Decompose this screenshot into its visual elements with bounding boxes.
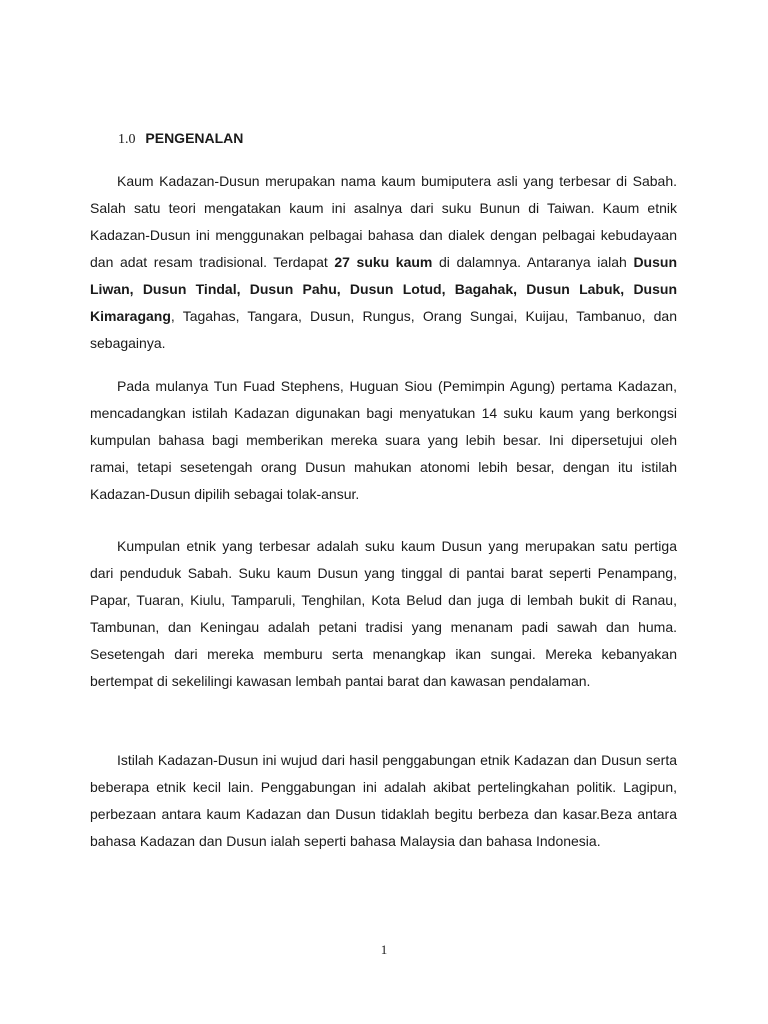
paragraph-1 xyxy=(90,168,677,357)
section-number: 1.0 xyxy=(118,132,136,147)
paragraph-1-text-c: , Tagahas, Tangara, Dusun, Rungus, Orang Sungai, Kuijau, Tambanuo, dan sebagainya. xyxy=(90,308,677,351)
paragraph-1-bold-list: Dusun Liwan, Dusun Tindal, Dusun Pahu, Dusun Lotud, Bagahak, Dusun Labuk, Dusun Kimaragang xyxy=(90,254,677,324)
paragraph-3: Kumpulan etnik yang terbesar adalah suku kaum Dusun yang merupakan satu pertiga dari penduduk Sabah. Suku kaum Dusun yang tinggal di pantai barat seperti Penampang, Papar, Tuaran, Kiulu, Tamparuli, Tenghilan, Kota Belud dan juga di lembah bukit di Ranau, Tambunan, dan Keningau adalah petani tradisi yang menanam padi sawah dan huma. Sesetengah dari mereka memburu serta menangkap ikan sungai. Mereka kebanyakan bertempat di sekelilingi kawasan lembah pantai barat dan kawasan pendalaman. xyxy=(90,538,677,689)
paragraph-1-bold-count: 27 suku kaum xyxy=(334,254,433,270)
section-heading xyxy=(118,129,243,149)
paragraph-1-text-a: Kaum Kadazan-Dusun merupakan nama kaum bumiputera asli yang terbesar di Sabah. Salah satu teori mengatakan kaum ini asalnya dari suku Bunun di Taiwan. Kaum etnik Kadazan-Dusun ini menggunakan pelbagai bahasa dan dialek dengan pelbagai kebudayaan dan adat resam tradisional. Terdapat xyxy=(90,173,677,270)
paragraph-2: Pada mulanya Tun Fuad Stephens, Huguan Siou (Pemimpin Agung) pertama Kadazan, mencadangkan istilah Kadazan digunakan bagi menyatukan 14 suku kaum yang berkongsi kumpulan bahasa bagi memberikan mereka suara yang lebih besar. Ini dipersetujui oleh ramai, tetapi sesetengah orang Dusun mahukan atonomi lebih besar, dengan itu istilah Kadazan-Dusun dipilih sebagai tolak-ansur. xyxy=(90,378,677,502)
page-number: 1 xyxy=(380,942,388,957)
paragraph-1-text-b: di dalamnya. Antaranya ialah xyxy=(432,254,634,270)
paragraph-4: Istilah Kadazan-Dusun ini wujud dari hasil penggabungan etnik Kadazan dan Dusun serta beberapa etnik kecil lain. Penggabungan ini adalah akibat pertelingkahan politik. Lagipun, perbezaan antara kaum Kadazan dan Dusun tidaklah begitu berbeza dan kasar.Beza antara bahasa Kadazan dan Dusun ialah seperti bahasa Malaysia dan bahasa Indonesia. xyxy=(90,752,677,849)
section-title: PENGENALAN xyxy=(145,130,244,146)
